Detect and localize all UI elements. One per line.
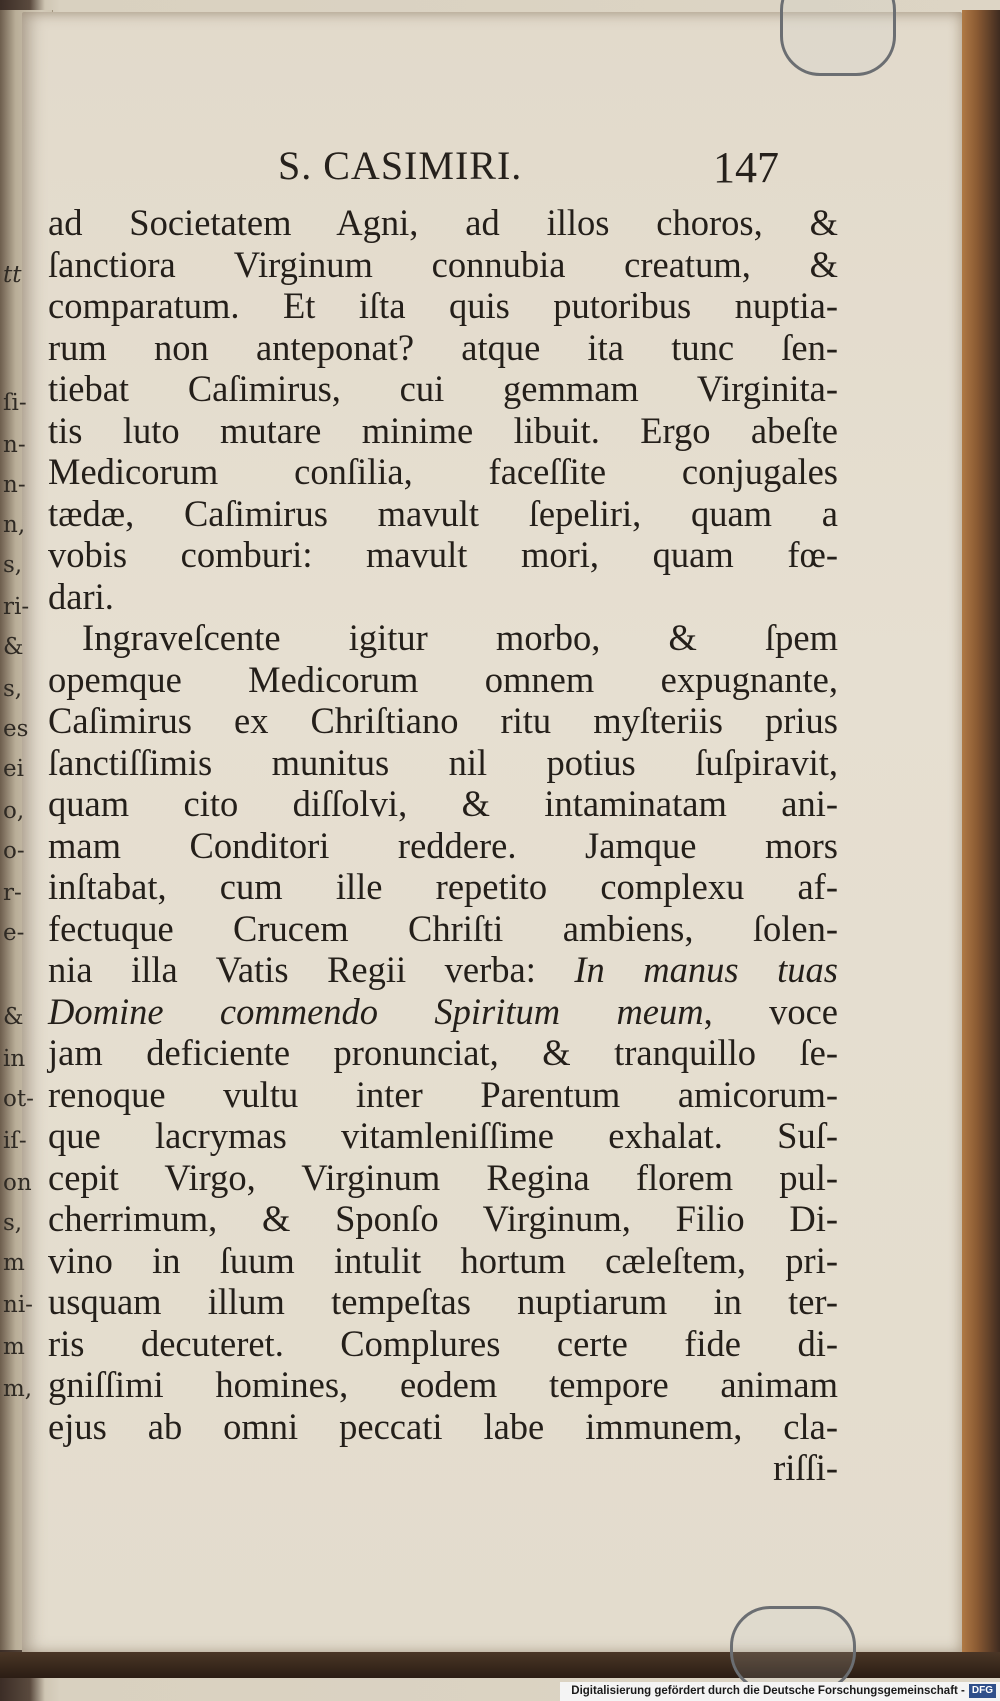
dfg-logo: DFG xyxy=(969,1684,996,1698)
text-line: tis luto mutare minime libuit. Ergo abeſte xyxy=(48,409,838,451)
text-line: tædæ, Caſimirus mavult ſepeliri, quam a xyxy=(48,492,838,534)
page-clip-bottom xyxy=(730,1606,856,1692)
margin-fragment: s, xyxy=(3,552,23,578)
margin-fragment: & xyxy=(3,1004,24,1030)
margin-fragment: o- xyxy=(3,838,25,864)
margin-fragment: on xyxy=(3,1170,32,1196)
text-line xyxy=(48,949,838,991)
text-line: que lacrymas vitamleniſſime exhalat. Suſ- xyxy=(48,1115,838,1156)
margin-fragment: s, xyxy=(3,676,23,702)
text-line: vobis comburi: mavult mori, quam fœ- xyxy=(48,534,838,575)
running-head-title: S. CASIMIRI. xyxy=(278,143,523,188)
text-line: Caſimirus ex Chriſtiano ritu myſteriis prius xyxy=(48,700,838,741)
text-line: ris decuteret. Complures certe fide di- xyxy=(48,1322,838,1364)
text-line: ad Societatem Agni, ad illos choros, & xyxy=(48,202,838,243)
margin-fragment: & xyxy=(3,634,24,660)
margin-fragment: ni- xyxy=(3,1292,33,1318)
text-line: opemque Medicorum omnem expugnante, xyxy=(48,658,838,700)
margin-fragment: n, xyxy=(3,512,26,538)
margin-fragment: m, xyxy=(3,1376,33,1402)
credit-text: Digitalisierung gefördert durch die Deutsche Forschungsgemeinschaft - xyxy=(571,1685,965,1697)
margin-fragment: r- xyxy=(3,880,22,906)
body-text xyxy=(48,202,838,1489)
paragraph-start-line: Ingraveſcente igitur morbo, & ſpem xyxy=(82,617,838,658)
text-line: mam Conditori reddere. Jamque mors xyxy=(48,824,838,866)
catchword: riſſi- xyxy=(773,1447,838,1488)
margin-fragment: e- xyxy=(3,920,25,946)
margin-fragment: ſi- xyxy=(3,390,27,416)
margin-fragment: ei xyxy=(3,756,24,782)
margin-fragment: in xyxy=(3,1046,26,1072)
text-line: ſanctiſſimis munitus nil potius ſuſpiravit, xyxy=(48,741,838,783)
margin-fragment: n- xyxy=(3,472,26,498)
margin-fragment: ri- xyxy=(3,594,30,620)
page-number: 147 xyxy=(713,143,779,192)
text-line: jam deficiente pronunciat, & tranquillo ſe- xyxy=(48,1032,838,1073)
text-line: tiebat Caſimirus, cui gemmam Virginita- xyxy=(48,368,838,409)
quote-italic: In manus tuas xyxy=(574,949,838,990)
text-line: ſanctiora Virginum connubia creatum, & xyxy=(48,243,838,285)
digitization-credit xyxy=(560,1682,1000,1701)
text-line: cepit Virgo, Virginum Regina florem pul- xyxy=(48,1156,838,1198)
margin-fragment: tt xyxy=(3,262,22,288)
margin-fragment: iſ- xyxy=(3,1128,27,1154)
text-line: ejus ab omni peccati labe immunem, cla- xyxy=(48,1405,838,1447)
text-line: renoque vultu inter Parentum amicorum- xyxy=(48,1073,838,1115)
margin-fragment: n- xyxy=(3,432,26,458)
text-line xyxy=(48,991,838,1033)
margin-fragment: m xyxy=(3,1334,25,1360)
margin-fragment: s, xyxy=(3,1210,23,1236)
margin-fragment: ot- xyxy=(3,1086,34,1112)
page-edge-right xyxy=(962,10,1000,1660)
text-line: dari. xyxy=(48,575,114,617)
quote-italic: Domine commendo Spiritum meum xyxy=(48,990,704,1032)
text-line: cherrimum, & Sponſo Virginum, Filio Di- xyxy=(48,1198,838,1239)
margin-fragment: es xyxy=(3,716,29,742)
text-line: gniſſimi homines, eodem tempore animam xyxy=(48,1364,838,1405)
quote-continuation: , voce xyxy=(703,990,838,1032)
text-line: inſtabat, cum ille repetito complexu af- xyxy=(48,866,838,907)
text-line: vino in ſuum intulit hortum cæleſtem, pri- xyxy=(48,1239,838,1281)
text-line: Medicorum conſilia, faceſſite conjugales xyxy=(48,451,838,492)
page-clip-top xyxy=(780,0,896,76)
text-line: comparatum. Et iſta quis putoribus nuptia- xyxy=(48,285,838,326)
running-head xyxy=(58,134,798,194)
text-line: rum non anteponat? atque ita tunc ſen- xyxy=(48,326,838,368)
margin-fragment: m xyxy=(3,1250,25,1276)
quote-intro: nia illa Vatis Regii verba: xyxy=(48,949,536,990)
text-line: usquam illum tempeſtas nuptiarum in ter- xyxy=(48,1281,838,1322)
text-line: fectuque Crucem Chriſti ambiens, ſolen- xyxy=(48,907,838,949)
text-line: quam cito diſſolvi, & intaminatam ani- xyxy=(48,783,838,824)
margin-fragment: o, xyxy=(3,798,25,824)
